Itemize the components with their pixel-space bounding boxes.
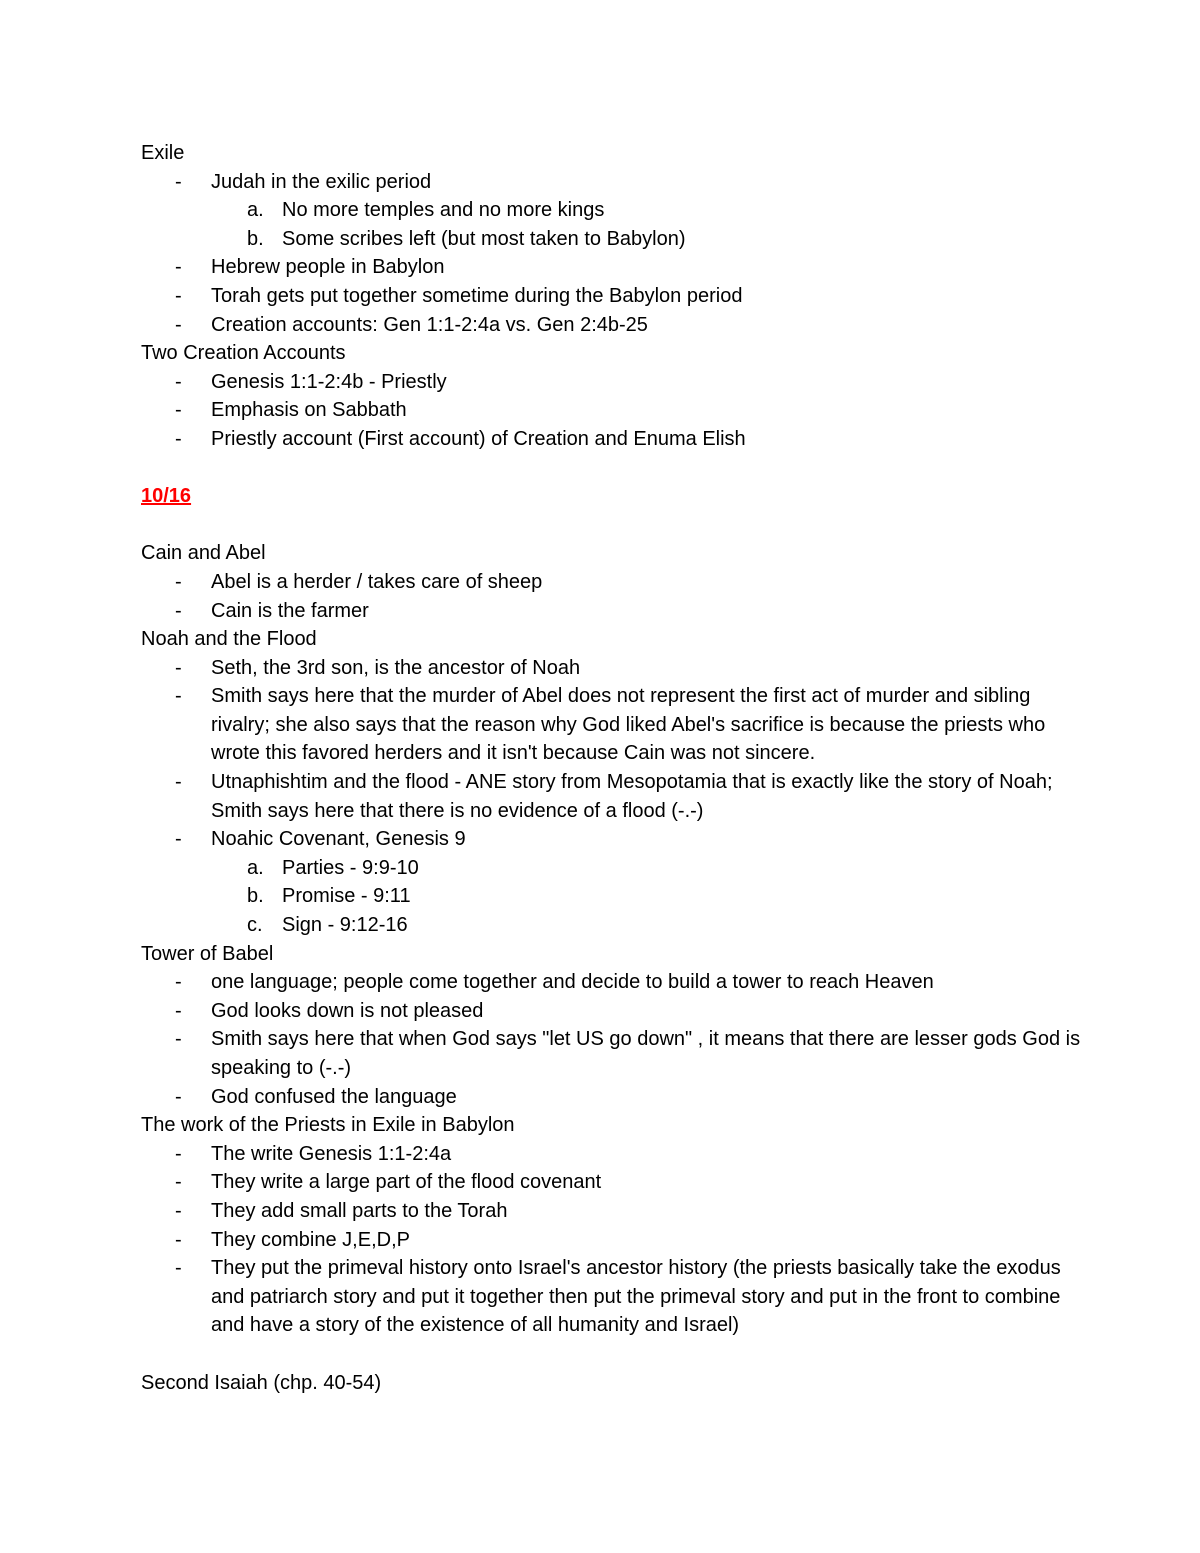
sub-list — [141, 854, 1081, 940]
list-item — [141, 1254, 1081, 1340]
section-heading: Cain and Abel — [141, 542, 266, 565]
list-item-text: God looks down is not pleased — [211, 999, 484, 1022]
list-item-text: They write a large part of the flood covenant — [211, 1171, 602, 1194]
dash-bullet: - — [175, 656, 182, 679]
section-heading: Noah and the Flood — [141, 628, 317, 651]
sub-list-item — [141, 854, 1081, 883]
list-item — [141, 1025, 1081, 1082]
list-item-text: Abel is a herder / takes care of sheep — [211, 570, 543, 593]
bullet-list — [141, 168, 1081, 340]
sub-list-container — [141, 196, 1081, 253]
section-heading: Tower of Babel — [141, 942, 274, 965]
dash-bullet: - — [175, 685, 182, 708]
sub-list-container — [141, 854, 1081, 940]
dash-bullet: - — [175, 1199, 182, 1222]
dash-bullet: - — [175, 1228, 182, 1251]
sub-list-item — [141, 196, 1081, 225]
list-item — [141, 968, 1081, 997]
sub-list-item — [141, 882, 1081, 911]
list-item — [141, 654, 1081, 683]
list-item — [141, 253, 1081, 282]
sub-list-text: Promise - 9:11 — [282, 885, 411, 908]
dash-bullet: - — [175, 427, 182, 450]
list-item-text: Smith says here that the murder of Abel does not represent the first act of murder and sibling rivalry; she also says that the reason why God liked Abel's sacrifice is because the priests who wrote this favored herders and it isn't because Cain was not sincere. — [211, 685, 1046, 765]
list-item — [141, 568, 1081, 597]
dash-bullet: - — [175, 1171, 182, 1194]
dash-bullet: - — [175, 1257, 182, 1280]
sub-list-marker: b. — [247, 885, 264, 908]
list-item-text: Noahic Covenant, Genesis 9 — [211, 828, 466, 851]
blank-line — [141, 454, 1081, 483]
list-item-text: Emphasis on Sabbath — [211, 399, 407, 422]
sub-list-marker: a. — [247, 856, 264, 879]
dash-bullet: - — [175, 313, 182, 336]
bullet-list — [141, 654, 1081, 940]
list-item — [141, 396, 1081, 425]
list-item-text: They add small parts to the Torah — [211, 1199, 508, 1222]
sub-list-marker: b. — [247, 227, 264, 250]
bullet-list — [141, 1140, 1081, 1340]
dash-bullet: - — [175, 256, 182, 279]
list-item-text: Utnaphishtim and the flood - ANE story from Mesopotamia that is exactly like the story of Noah; Smith says here that there is no evidence of a flood (-.-) — [211, 771, 1053, 822]
list-item — [141, 1197, 1081, 1226]
list-item-text: one language; people come together and decide to build a tower to reach Heaven — [211, 971, 934, 994]
section-heading: Exile — [141, 142, 185, 164]
sub-list-text: Sign - 9:12-16 — [282, 914, 408, 937]
section-heading: The work of the Priests in Exile in Babylon — [141, 1114, 515, 1137]
date-heading: 10/16 — [141, 485, 192, 508]
list-item-text: Priestly account (First account) of Creation and Enuma Elish — [211, 427, 746, 450]
list-item — [141, 368, 1081, 397]
dash-bullet: - — [175, 971, 182, 994]
list-item — [141, 1168, 1081, 1197]
dash-bullet: - — [175, 1142, 182, 1165]
bullet-list — [141, 368, 1081, 454]
list-item — [141, 311, 1081, 340]
section-heading: Two Creation Accounts — [141, 342, 346, 365]
list-item — [141, 282, 1081, 311]
list-item — [141, 997, 1081, 1026]
document-page — [141, 139, 1081, 1397]
sub-list-item — [141, 225, 1081, 254]
sub-list-marker: c. — [247, 914, 263, 937]
list-item-text: Hebrew people in Babylon — [211, 256, 445, 279]
list-item — [141, 768, 1081, 825]
dash-bullet: - — [175, 370, 182, 393]
list-item-text: They combine J,E,D,P — [211, 1228, 410, 1251]
list-item — [141, 825, 1081, 854]
sub-list — [141, 196, 1081, 253]
dash-bullet: - — [175, 999, 182, 1022]
sub-list-text: No more temples and no more kings — [282, 199, 605, 222]
dash-bullet: - — [175, 399, 182, 422]
list-item — [141, 168, 1081, 197]
dash-bullet: - — [175, 599, 182, 622]
list-item — [141, 682, 1081, 768]
sub-list-text: Parties - 9:9-10 — [282, 856, 419, 879]
list-item-text: Judah in the exilic period — [211, 170, 432, 193]
dash-bullet: - — [175, 170, 182, 193]
list-item-text: Torah gets put together sometime during the Babylon period — [211, 284, 743, 307]
list-item-text: Smith says here that when God says "let US go down" , it means that there are lesser gods God is speaking to (-.-) — [211, 1028, 1081, 1079]
sub-list-text: Some scribes left (but most taken to Babylon) — [282, 227, 686, 250]
list-item-text: They put the primeval history onto Israel's ancestor history (the priests basically take the exodus and patriarch story and put it together then put the primeval story and put in the front to combine and have a story of the existence of all humanity and Israel) — [211, 1257, 1061, 1337]
dash-bullet: - — [175, 570, 182, 593]
sub-list-marker: a. — [247, 199, 264, 222]
sub-list-item — [141, 911, 1081, 940]
section-heading: Second Isaiah (chp. 40-54) — [141, 1371, 382, 1394]
list-item — [141, 425, 1081, 454]
blank-line — [141, 1340, 1081, 1369]
bullet-list — [141, 968, 1081, 1111]
list-item-text: Cain is the farmer — [211, 599, 369, 622]
dash-bullet: - — [175, 1085, 182, 1108]
bullet-list — [141, 568, 1081, 625]
list-item-text: The write Genesis 1:1-2:4a — [211, 1142, 452, 1165]
blank-line — [141, 511, 1081, 540]
list-item — [141, 1083, 1081, 1112]
list-item — [141, 597, 1081, 626]
dash-bullet: - — [175, 1028, 182, 1051]
list-item — [141, 1226, 1081, 1255]
list-item-text: Genesis 1:1-2:4b - Priestly — [211, 370, 447, 393]
dash-bullet: - — [175, 828, 182, 851]
list-item-text: God confused the language — [211, 1085, 457, 1108]
dash-bullet: - — [175, 284, 182, 307]
list-item — [141, 1140, 1081, 1169]
dash-bullet: - — [175, 771, 182, 794]
list-item-text: Creation accounts: Gen 1:1-2:4a vs. Gen 2:4b-25 — [211, 313, 648, 336]
list-item-text: Seth, the 3rd son, is the ancestor of Noah — [211, 656, 581, 679]
